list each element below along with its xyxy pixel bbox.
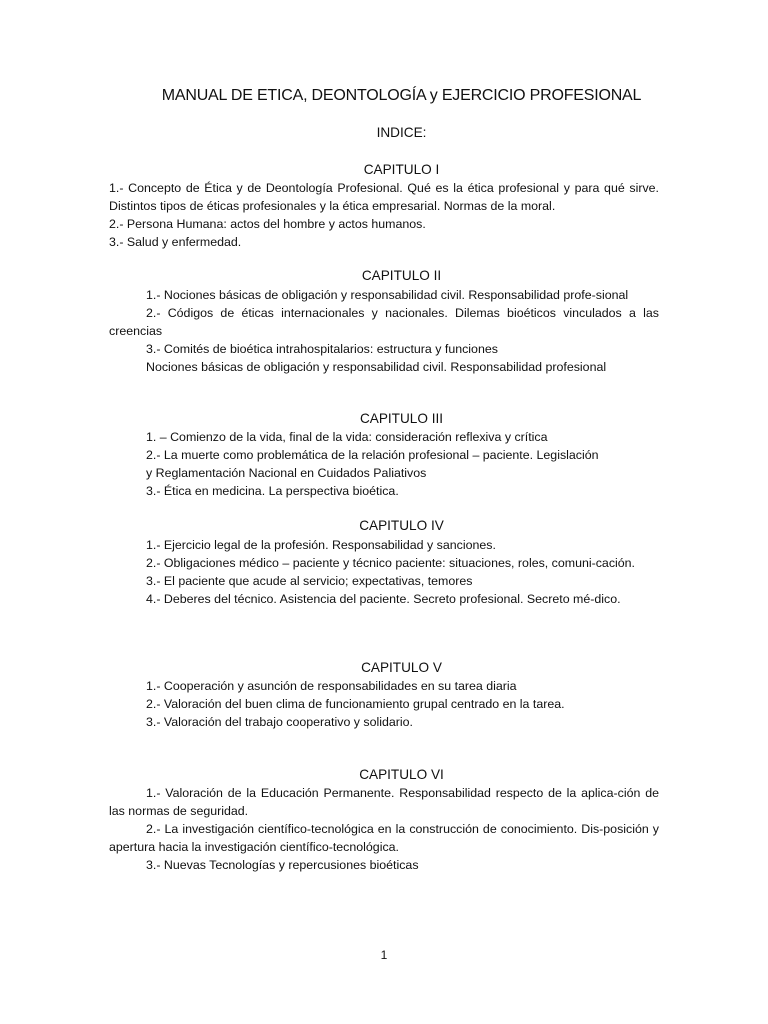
chapter-2-body <box>109 286 659 376</box>
chapter-1-title: CAPITULO I <box>363 162 440 177</box>
chapter-5-item-3: 3.- Valoración del trabajo cooperativo y solidario. <box>146 715 414 729</box>
chapter-6-item-1: 1.- Valoración de la Educación Permanente. Responsabilidad respecto de la aplica-ción de las normas de seguridad. <box>109 786 659 818</box>
chapter-2-item-2: 2.- Códigos de éticas internacionales y nacionales. Dilemas bioéticos vinculados a las creencias <box>109 306 659 338</box>
chapter-4-item-2: 2.- Obligaciones médico – paciente y técnico paciente: situaciones, roles, comuni-cación. <box>146 556 636 570</box>
chapter-3-item-2: 2.- La muerte como problemática de la relación profesional – paciente. Legislación <box>146 448 599 462</box>
chapter-3-title: CAPITULO III <box>359 411 444 426</box>
chapter-1-item-2: 2.- Persona Humana: actos del hombre y actos humanos. <box>109 217 426 231</box>
chapter-3-body <box>109 428 659 500</box>
chapter-2-item-1: 1.- Nociones básicas de obligación y responsabilidad civil. Responsabilidad profe-sional <box>146 288 629 302</box>
chapter-1-item-1: 1.- Concepto de Ética y de Deontología Profesional. Qué es la ética profesional y para qué sirve. Distintos tipos de éticas profesionales y la ética empresarial. Normas de la moral. <box>109 181 659 213</box>
chapter-2-title: CAPITULO II <box>361 268 442 283</box>
chapter-5-item-2: 2.- Valoración del buen clima de funcionamiento grupal centrado en la tarea. <box>146 697 565 711</box>
chapter-4-item-4: 4.- Deberes del técnico. Asistencia del paciente. Secreto profesional. Secreto mé-dico. <box>146 592 621 606</box>
chapter-6-item-2: 2.- La investigación científico-tecnológica en la construcción de conocimiento. Dis-posición y apertura hacia la investigación científico-tecnológica. <box>109 822 659 854</box>
chapter-5-item-1: 1.- Cooperación y asunción de responsabilidades en su tarea diaria <box>146 679 517 693</box>
document-title: MANUAL DE ETICA, DEONTOLOGÍA y EJERCICIO PROFESIONAL <box>161 87 642 104</box>
chapter-1-item-3: 3.- Salud y enfermedad. <box>109 235 242 249</box>
chapter-4-item-1: 1.- Ejercicio legal de la profesión. Responsabilidad y sanciones. <box>146 538 496 552</box>
chapter-6-body <box>109 784 659 874</box>
chapter-4-item-3: 3.- El paciente que acude al servicio; expectativas, temores <box>146 574 473 588</box>
chapter-2-item-4: Nociones básicas de obligación y responsabilidad civil. Responsabilidad profesional <box>146 360 607 374</box>
chapter-3-item-1: 1. – Comienzo de la vida, final de la vida: consideración reflexiva y crítica <box>146 430 548 444</box>
chapter-1-body <box>109 179 659 251</box>
chapter-2-item-3: 3.- Comités de bioética intrahospitalarios: estructura y funciones <box>146 342 498 356</box>
chapter-5-body <box>109 677 659 731</box>
index-heading: INDICE: <box>376 125 427 140</box>
chapter-6-item-3: 3.- Nuevas Tecnologías y repercusiones bioéticas <box>146 858 419 872</box>
chapter-3-item-2-cont: y Reglamentación Nacional en Cuidados Paliativos <box>146 466 427 480</box>
chapter-4-title: CAPITULO IV <box>359 518 444 533</box>
chapter-5-title: CAPITULO V <box>361 660 442 675</box>
chapter-3-item-3: 3.- Ética en medicina. La perspectiva bioética. <box>146 484 399 498</box>
page-number: 1 <box>380 948 388 962</box>
chapter-6-title: CAPITULO VI <box>359 767 444 782</box>
chapter-4-body <box>109 536 659 608</box>
